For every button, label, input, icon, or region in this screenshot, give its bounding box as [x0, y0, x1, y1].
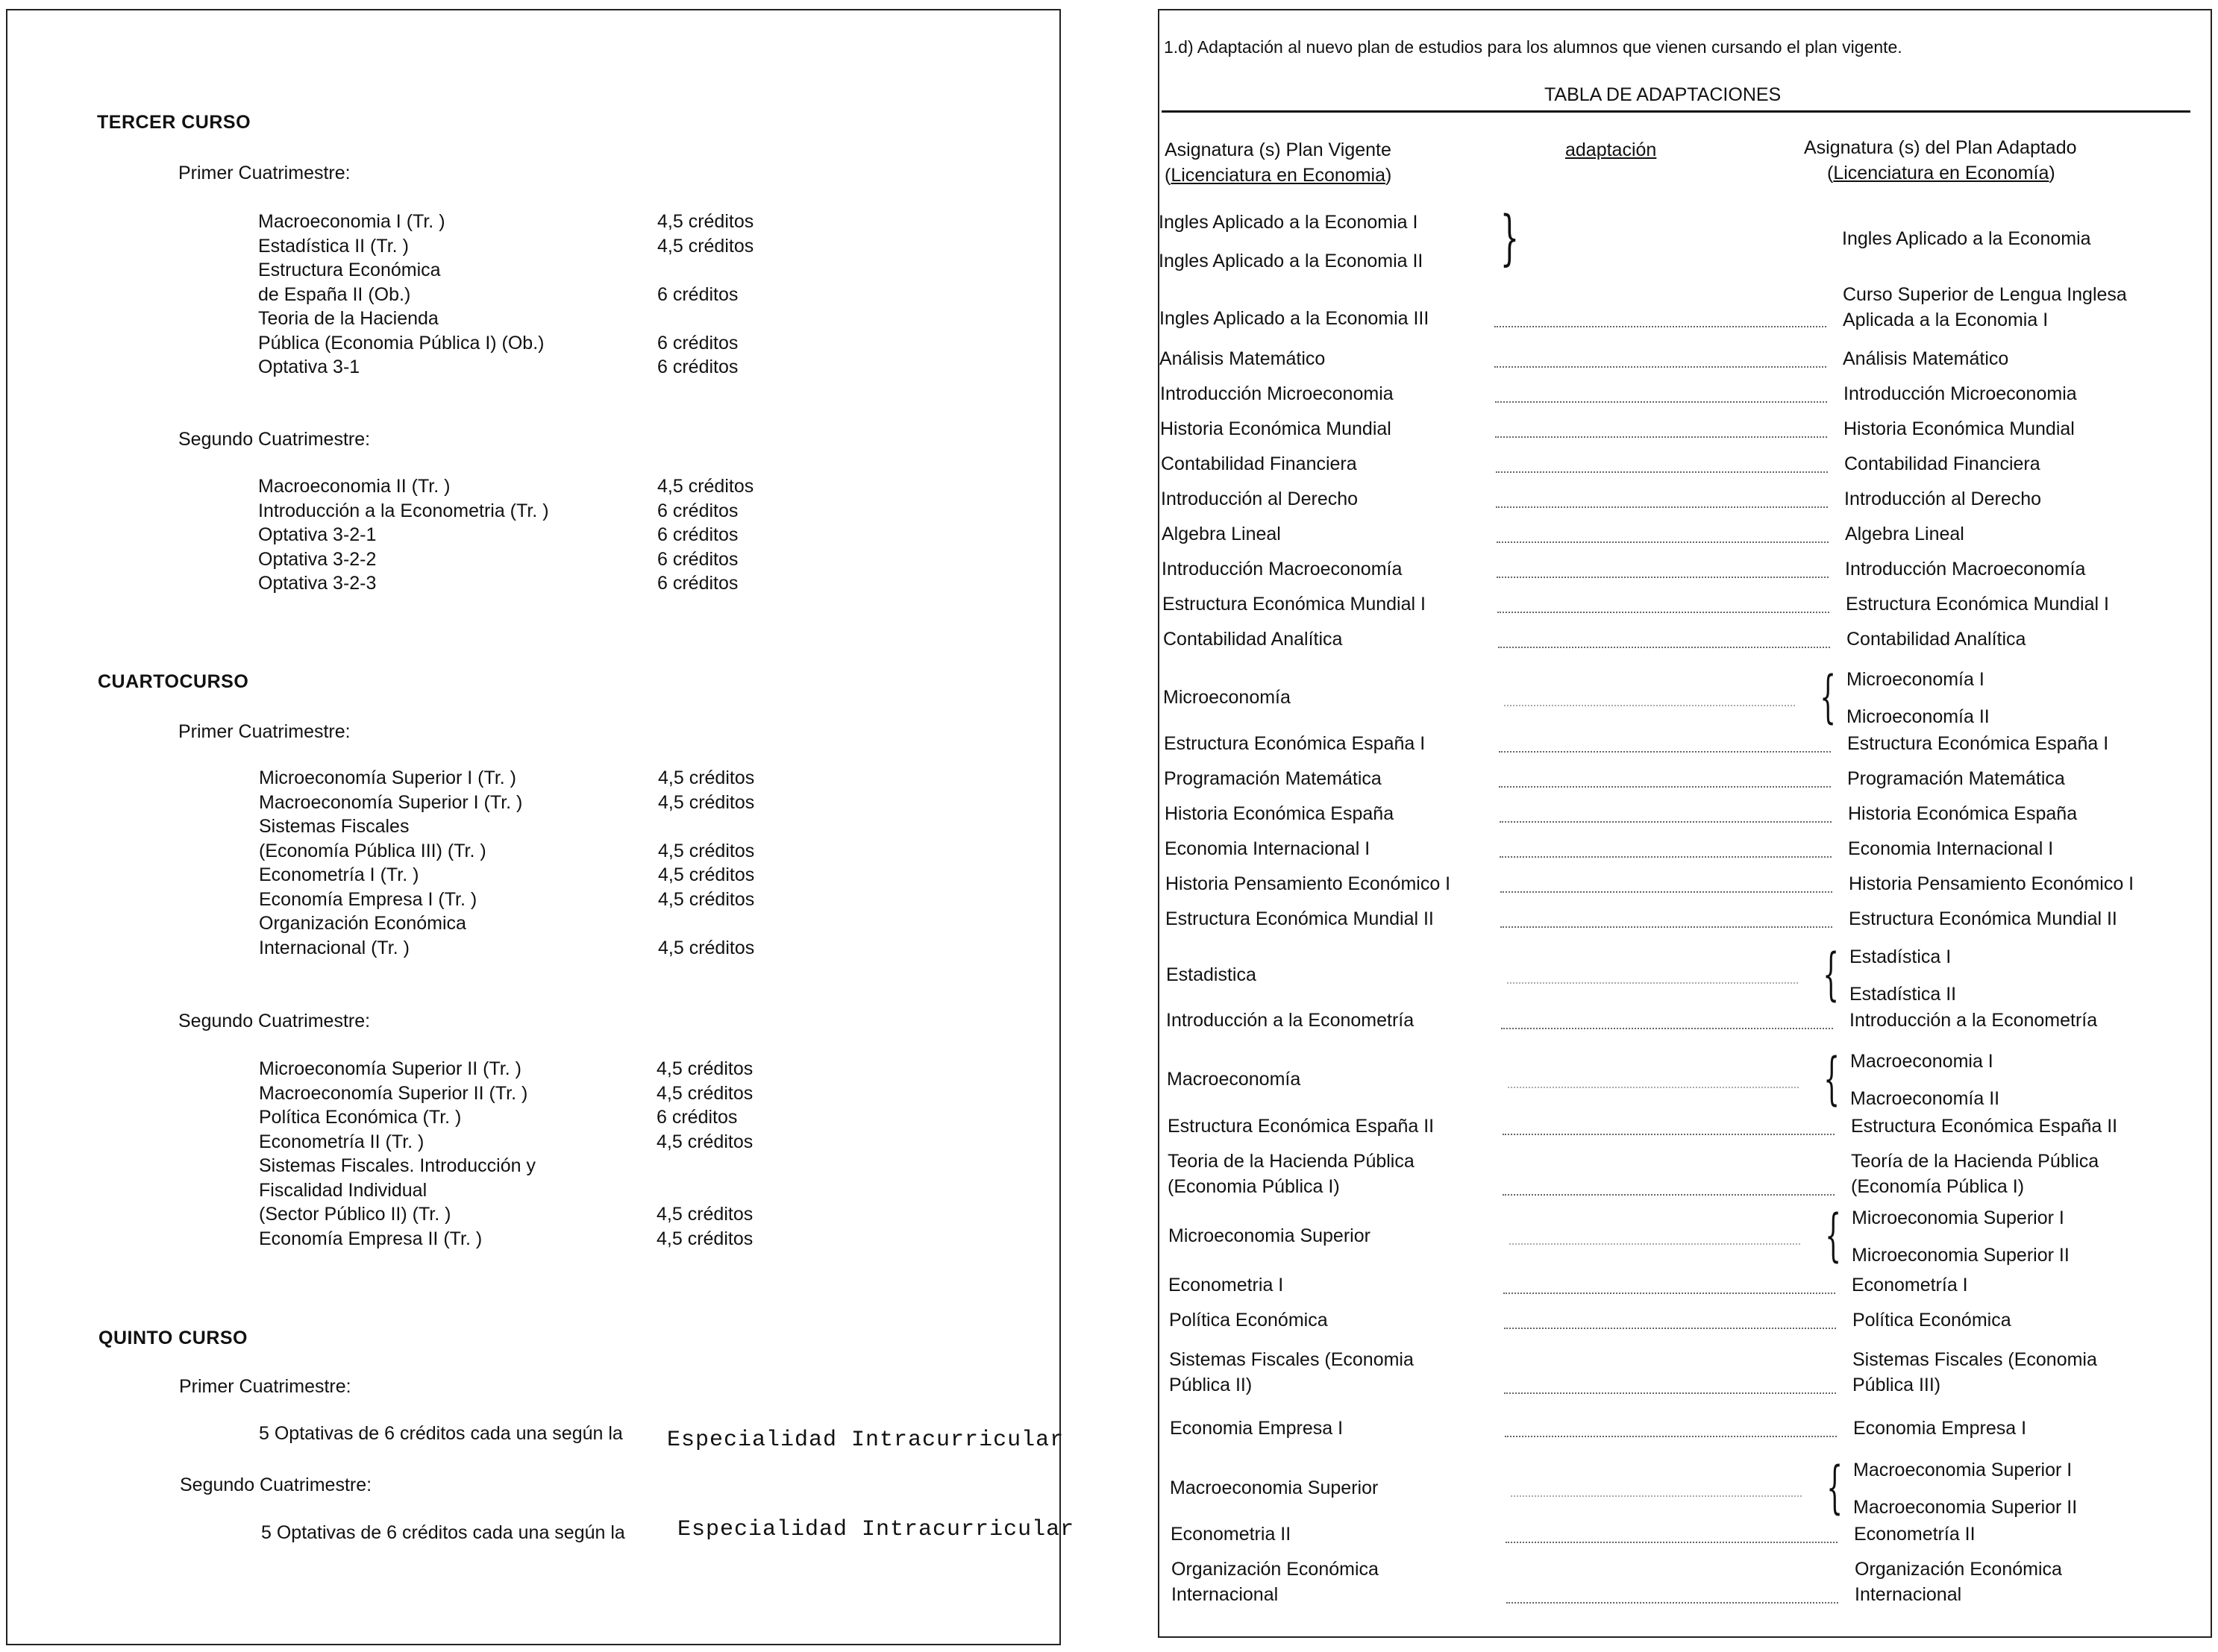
table-cell-adapted: Ingles Aplicado a la Economia	[1842, 228, 2091, 249]
table-cell-current: Historia Pensamiento Económico I	[1165, 873, 1451, 894]
table-cell-current: Microeconomia Superior	[1168, 1225, 1370, 1246]
course-line: Economía Empresa I (Tr. )	[259, 888, 477, 910]
credit-value: 6 créditos	[657, 1107, 738, 1128]
leader-dots	[1496, 471, 1828, 473]
table-cell-current: Internacional	[1171, 1584, 1279, 1605]
table-cell-adapted: Programación Matemática	[1847, 768, 2065, 789]
leader-dots	[1504, 1392, 1836, 1394]
left-brace-icon: {	[1826, 1454, 1843, 1520]
course-line: Optativa 3-2-1	[258, 524, 377, 545]
leader-dots	[1500, 856, 1832, 858]
leader-dots	[1497, 577, 1829, 578]
leader-dots	[1509, 1243, 1800, 1245]
credit-value: 4,5 créditos	[658, 864, 755, 885]
table-cell-adapted: Introducción a la Econometría	[1849, 1010, 2098, 1031]
table-cell-adapted: Historia Pensamiento Económico I	[1849, 873, 2134, 894]
tercer-sem1-credits	[657, 210, 754, 380]
table-cell-current: Sistemas Fiscales (Economia	[1169, 1349, 1414, 1370]
credit-value: 4,5 créditos	[657, 1228, 754, 1249]
table-cell-current: Organización Económica	[1171, 1559, 1379, 1580]
table-cell-adapted: Contabilidad Analítica	[1846, 629, 2026, 650]
leader-dots	[1503, 1194, 1835, 1196]
table-cell-adapted: Organización Económica	[1855, 1559, 2062, 1580]
cuarto-sem1-courses	[259, 766, 522, 960]
leader-dots	[1500, 821, 1832, 823]
course-line: Macroeconomia I (Tr. )	[258, 211, 445, 232]
table-cell-current: Economia Empresa I	[1170, 1418, 1344, 1439]
table-cell-adapted: Estadística II	[1849, 984, 1957, 1005]
table-cell-adapted: Historia Económica España	[1848, 803, 2078, 824]
course-line: Política Económica (Tr. )	[259, 1107, 462, 1128]
header-right-line2-text: Licenciatura en Economía	[1833, 163, 2049, 183]
table-cell-adapted: Estadística I	[1849, 946, 1952, 967]
table-cell-current: Estructura Económica España I	[1164, 733, 1426, 754]
leader-dots	[1503, 1293, 1835, 1294]
cuarto-sem1-label: Primer Cuatrimestre:	[178, 721, 351, 742]
credit-value: 6 créditos	[657, 573, 739, 594]
table-cell-adapted: Introducción Microeconomia	[1843, 383, 2077, 404]
credit-value: 4,5 créditos	[658, 888, 755, 910]
table-cell-current: Ingles Aplicado a la Economia II	[1159, 251, 1423, 271]
tercer-sem1-courses	[258, 210, 544, 380]
header-right-line1: Asignatura (s) del Plan Adaptado	[1804, 137, 2077, 158]
credit-value: 4,5 créditos	[658, 840, 755, 861]
credit-value: 6 créditos	[657, 500, 739, 521]
table-cell-adapted: Microeconomía II	[1846, 706, 1990, 727]
quinto-sem1-text: 5 Optativas de 6 créditos cada una según la	[259, 1423, 623, 1444]
credit-value	[657, 307, 754, 331]
tercer-curso-heading: TERCER CURSO	[97, 112, 251, 133]
table-cell-adapted: Introducción Macroeconomía	[1845, 559, 2086, 580]
table-cell-current: Microeconomía	[1163, 687, 1291, 708]
quinto-curso-heading: QUINTO CURSO	[98, 1328, 248, 1348]
table-cell-adapted: Análisis Matemático	[1843, 348, 2009, 369]
course-line: (Sector Público II) (Tr. )	[259, 1204, 451, 1225]
leader-dots	[1500, 891, 1832, 893]
leader-dots	[1494, 326, 1826, 327]
table-cell-current: Econometria II	[1171, 1524, 1291, 1545]
course-line: Organización Económica	[259, 913, 466, 934]
leader-dots	[1504, 1328, 1836, 1329]
table-cell-adapted: Estructura Económica España II	[1851, 1116, 2118, 1137]
credit-value: 4,5 créditos	[657, 1131, 754, 1152]
quinto-sem1-specialty: Especialidad Intracurricular	[667, 1428, 1065, 1453]
credit-value	[657, 258, 754, 283]
credit-value: 4,5 créditos	[657, 211, 754, 232]
course-line: Estructura Económica	[258, 260, 441, 280]
leader-dots	[1494, 366, 1826, 368]
table-cell-current: Estructura Económica Mundial I	[1162, 594, 1426, 615]
table-cell-current: Contabilidad Financiera	[1161, 453, 1357, 474]
table-cell-current: Introducción al Derecho	[1161, 489, 1359, 509]
table-cell-current: Estructura Económica España II	[1168, 1116, 1435, 1137]
credit-value	[658, 911, 754, 936]
table-cell-adapted: Estructura Económica España I	[1847, 733, 2109, 754]
tercer-sem2-courses	[258, 474, 549, 596]
quinto-sem2-text: 5 Optativas de 6 créditos cada una según la	[261, 1522, 625, 1543]
table-cell-current: Ingles Aplicado a la Economia I	[1159, 212, 1418, 233]
leader-dots	[1501, 1028, 1833, 1029]
table-cell-adapted: Pública III)	[1852, 1375, 1941, 1395]
cuarto-curso-heading: CUARTOCURSO	[98, 671, 249, 692]
quinto-sem1-label: Primer Cuatrimestre:	[179, 1376, 351, 1397]
table-cell-adapted: Aplicada a la Economia I	[1843, 310, 2049, 330]
table-cell-adapted: Algebra Lineal	[1845, 524, 1964, 544]
table-cell-adapted: Historia Económica Mundial	[1843, 418, 2075, 439]
table-cell-adapted: Macroeconomia Superior I	[1853, 1460, 2073, 1480]
table-cell-adapted: Microeconomia Superior I	[1852, 1207, 2064, 1228]
table-cell-current: Macroeconomía	[1167, 1069, 1301, 1090]
table-cell-adapted: Microeconomía I	[1846, 669, 1984, 690]
leader-dots	[1506, 1542, 1838, 1543]
table-cell-adapted: Microeconomia Superior II	[1852, 1245, 2070, 1266]
credit-value: 4,5 créditos	[657, 1058, 754, 1079]
table-cell-current: Introducción Microeconomia	[1160, 383, 1394, 404]
leader-dots	[1497, 541, 1829, 543]
credit-value: 6 créditos	[657, 332, 739, 354]
leader-dots	[1499, 786, 1831, 788]
leader-dots	[1511, 1495, 1802, 1497]
credit-value: 6 créditos	[657, 357, 739, 377]
quinto-sem2-specialty: Especialidad Intracurricular	[677, 1517, 1075, 1542]
course-line: Econometría I (Tr. )	[259, 864, 419, 885]
course-line: Internacional (Tr. )	[259, 937, 410, 958]
left-brace-icon: {	[1825, 1202, 1842, 1268]
quinto-sem2-label: Segundo Cuatrimestre:	[180, 1474, 372, 1495]
credit-value: 4,5 créditos	[657, 476, 754, 497]
credit-value: 4,5 créditos	[657, 1082, 754, 1104]
intro-text: 1.d) Adaptación al nuevo plan de estudios para los alumnos que vienen cursando el plan vigente.	[1164, 37, 1902, 57]
table-cell-current: Estadistica	[1166, 964, 1256, 985]
leader-dots	[1495, 436, 1827, 438]
table-cell-adapted: Contabilidad Financiera	[1844, 453, 2040, 474]
left-brace-icon: {	[1823, 940, 1840, 1007]
table-title-rule	[1162, 110, 2190, 113]
leader-dots	[1508, 1087, 1799, 1088]
table-cell-current: Algebra Lineal	[1162, 524, 1281, 544]
course-line: Optativa 3-2-2	[258, 548, 377, 570]
leader-dots	[1506, 1602, 1838, 1604]
left-brace-icon: {	[1820, 663, 1837, 729]
tercer-sem2-credits	[657, 474, 754, 596]
table-cell-adapted: Sistemas Fiscales (Economia	[1852, 1349, 2097, 1370]
credit-value: 4,5 créditos	[658, 937, 755, 958]
credit-value: 6 créditos	[657, 548, 739, 570]
header-left-line2: (Licenciatura en Economia)	[1165, 165, 1392, 186]
tercer-sem2-label: Segundo Cuatrimestre:	[178, 429, 371, 450]
table-cell-current: Teoria de la Hacienda Pública	[1168, 1151, 1415, 1172]
leader-dots	[1507, 982, 1798, 984]
table-cell-current: Programación Matemática	[1164, 768, 1382, 789]
course-line: Optativa 3-2-3	[258, 573, 377, 594]
cuarto-sem2-courses	[259, 1057, 536, 1251]
course-line: Macroeconomía Superior II (Tr. )	[259, 1082, 528, 1104]
right-brace-icon: }	[1500, 203, 1520, 272]
table-cell-current: Pública II)	[1169, 1375, 1253, 1395]
table-cell-adapted: Estructura Económica Mundial I	[1846, 594, 2109, 615]
credit-value: 4,5 créditos	[658, 767, 755, 788]
course-line: Estadística II (Tr. )	[258, 235, 409, 257]
course-line: Fiscalidad Individual	[259, 1179, 427, 1201]
table-cell-current: Historia Económica España	[1165, 803, 1394, 824]
header-left-line1: Asignatura (s) Plan Vigente	[1165, 139, 1391, 160]
table-cell-adapted: Economia Empresa I	[1853, 1418, 2027, 1439]
course-line: Economía Empresa II (Tr. )	[259, 1228, 483, 1249]
table-cell-current: Estructura Económica Mundial II	[1165, 908, 1434, 929]
course-line: Microeconomía Superior II (Tr. )	[259, 1058, 521, 1079]
table-cell-adapted: (Economía Pública I)	[1851, 1176, 2025, 1197]
credit-value: 6 créditos	[657, 283, 739, 305]
leader-dots	[1499, 751, 1831, 753]
header-right-line2: (Licenciatura en Economía)	[1827, 163, 2055, 183]
credit-value: 4,5 créditos	[658, 791, 755, 813]
table-cell-adapted: Econometría I	[1852, 1275, 1968, 1295]
table-cell-current: Introducción a la Econometría	[1166, 1010, 1415, 1031]
table-cell-current: (Economia Pública I)	[1168, 1176, 1340, 1197]
table-cell-current: Economia Internacional I	[1165, 838, 1370, 859]
course-line: Sistemas Fiscales	[259, 816, 410, 837]
table-cell-current: Ingles Aplicado a la Economia III	[1159, 308, 1429, 329]
table-cell-current: Historia Económica Mundial	[1160, 418, 1391, 439]
leader-dots	[1498, 647, 1830, 648]
table-cell-adapted: Curso Superior de Lengua Inglesa	[1843, 284, 2127, 305]
course-line: Microeconomía Superior I (Tr. )	[259, 767, 517, 788]
table-cell-current: Análisis Matemático	[1159, 348, 1326, 369]
cuarto-sem2-label: Segundo Cuatrimestre:	[178, 1011, 371, 1031]
leader-dots	[1504, 705, 1795, 706]
table-cell-adapted: Política Económica	[1852, 1310, 2011, 1331]
credit-value: 4,5 créditos	[657, 1204, 754, 1225]
leader-dots	[1496, 506, 1828, 508]
table-cell-adapted: Macroeconomia I	[1850, 1051, 1993, 1072]
course-line: de España II (Ob.)	[258, 283, 411, 305]
header-left-line2-text: Licenciatura en Economia	[1171, 165, 1385, 186]
table-cell-adapted: Internacional	[1855, 1584, 1962, 1605]
table-cell-current: Econometria I	[1168, 1275, 1284, 1295]
credit-value	[657, 1178, 753, 1203]
table-cell-current: Política Económica	[1169, 1310, 1328, 1331]
course-line: Sistemas Fiscales. Introducción y	[259, 1155, 536, 1176]
table-cell-adapted: Economia Internacional I	[1848, 838, 2054, 859]
cuarto-sem1-credits	[658, 766, 754, 960]
course-line: Teoria de la Hacienda	[258, 308, 439, 329]
table-cell-adapted: Introducción al Derecho	[1844, 489, 2042, 509]
leader-dots	[1500, 926, 1832, 928]
table-cell-adapted: Macroeconomia Superior II	[1853, 1497, 2078, 1518]
table-cell-adapted: Econometría II	[1854, 1524, 1976, 1545]
leader-dots	[1503, 1134, 1835, 1135]
table-cell-current: Contabilidad Analítica	[1163, 629, 1343, 650]
course-line: Pública (Economia Pública I) (Ob.)	[258, 332, 545, 354]
table-cell-current: Macroeconomia Superior	[1170, 1477, 1379, 1498]
cuarto-sem2-credits	[657, 1057, 753, 1251]
table-cell-current: Introducción Macroeconomía	[1162, 559, 1403, 580]
credit-value: 6 créditos	[657, 524, 739, 545]
left-brace-icon: {	[1823, 1045, 1840, 1111]
course-line: Macroeconomía Superior I (Tr. )	[259, 791, 523, 813]
course-line: Macroeconomia II (Tr. )	[258, 476, 451, 497]
tercer-sem1-label: Primer Cuatrimestre:	[178, 163, 351, 183]
course-line: (Economía Pública III) (Tr. )	[259, 840, 486, 861]
table-cell-adapted: Teoría de la Hacienda Pública	[1851, 1151, 2099, 1172]
credit-value	[658, 814, 754, 839]
header-middle: adaptación	[1565, 139, 1657, 160]
course-line: Econometría II (Tr. )	[259, 1131, 425, 1152]
course-line: Optativa 3-1	[258, 357, 360, 377]
table-title: TABLA DE ADAPTACIONES	[1544, 84, 1782, 105]
credit-value: 4,5 créditos	[657, 235, 754, 257]
credit-value	[657, 1154, 753, 1178]
leader-dots	[1495, 401, 1827, 403]
table-cell-adapted: Macroeconomía II	[1850, 1088, 2000, 1109]
leader-dots	[1497, 612, 1829, 613]
leader-dots	[1505, 1436, 1837, 1437]
table-cell-adapted: Estructura Económica Mundial II	[1849, 908, 2117, 929]
course-line: Introducción a la Econometria (Tr. )	[258, 500, 549, 521]
